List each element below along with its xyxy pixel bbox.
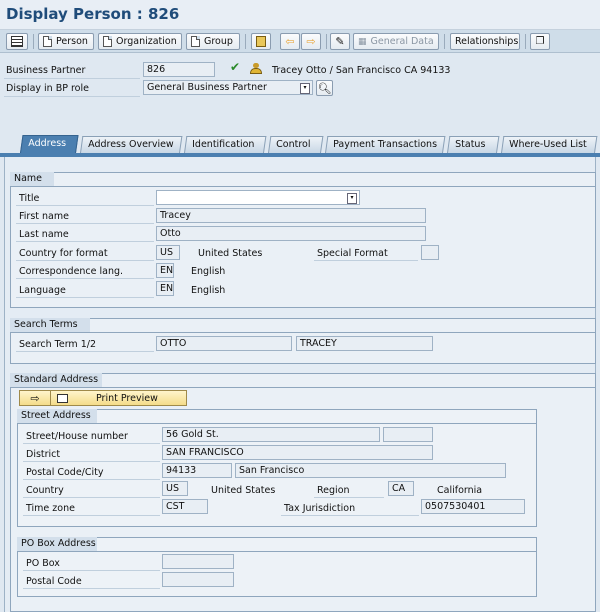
street-field[interactable]: 56 Gold St. bbox=[162, 427, 380, 442]
address-action-button[interactable] bbox=[19, 390, 51, 406]
label-underline bbox=[314, 260, 418, 261]
district-field[interactable]: SAN FRANCISCO bbox=[162, 445, 433, 460]
print-preview-button[interactable] bbox=[50, 390, 187, 406]
toolbar-separator bbox=[245, 34, 246, 49]
correspondence-lang-label: Correspondence lang. bbox=[19, 266, 124, 277]
search-term-2-field[interactable]: TRACEY bbox=[296, 336, 433, 351]
country-format-code-field[interactable]: US bbox=[156, 245, 180, 260]
page-title: Display Person : 826 bbox=[6, 5, 180, 23]
special-format-label: Special Format bbox=[317, 248, 388, 259]
last-name-label: Last name bbox=[19, 229, 69, 240]
city-field[interactable]: San Francisco bbox=[235, 463, 506, 478]
country-label: Country bbox=[26, 485, 64, 496]
business-partner-description: Tracey Otto / San Francisco CA 94133 bbox=[272, 65, 451, 76]
first-name-field[interactable]: Tracey bbox=[156, 208, 426, 223]
language-name: English bbox=[191, 285, 226, 296]
display-change-button[interactable] bbox=[330, 33, 350, 50]
group-button[interactable] bbox=[186, 33, 240, 50]
tab-address[interactable]: Address bbox=[20, 135, 79, 153]
po-box-label: PO Box bbox=[26, 558, 60, 569]
country-format-label: Country for format bbox=[19, 248, 108, 259]
country-code-field[interactable]: US bbox=[162, 481, 188, 496]
arrow-right-icon: ⇨ bbox=[306, 35, 316, 48]
new-session-button[interactable] bbox=[530, 33, 550, 50]
tax-jurisdiction-field[interactable]: 0507530401 bbox=[421, 499, 525, 514]
person-button-label: Person bbox=[56, 36, 88, 47]
name-group-title: Name bbox=[10, 172, 54, 186]
next-button[interactable] bbox=[301, 33, 321, 50]
language-label: Language bbox=[19, 285, 66, 296]
printer-icon bbox=[57, 394, 68, 403]
folder-open-icon bbox=[256, 36, 266, 47]
document-icon bbox=[43, 36, 52, 47]
bp-role-label: Display in BP role bbox=[6, 83, 89, 94]
po-postal-code-field[interactable] bbox=[162, 572, 234, 587]
toolbar-separator bbox=[525, 34, 526, 49]
po-box-field[interactable] bbox=[162, 554, 234, 569]
label-underline bbox=[23, 497, 160, 498]
tab-identification[interactable]: Identification bbox=[184, 136, 266, 153]
document-icon bbox=[103, 36, 112, 47]
bp-role-dropdown[interactable] bbox=[143, 80, 313, 95]
toolbar-separator bbox=[326, 34, 327, 49]
street-address-group-title: Street Address bbox=[17, 409, 97, 423]
correspondence-lang-name: English bbox=[191, 266, 226, 277]
tab-address-overview[interactable]: Address Overview bbox=[80, 136, 182, 153]
toolbar-separator bbox=[33, 34, 34, 49]
general-data-icon: ▦ bbox=[358, 36, 367, 47]
postal-code-field[interactable]: 94133 bbox=[162, 463, 232, 478]
label-underline bbox=[16, 260, 154, 261]
time-zone-label: Time zone bbox=[26, 503, 75, 514]
group-divider bbox=[10, 186, 596, 187]
label-underline bbox=[23, 588, 160, 589]
table-icon bbox=[11, 36, 23, 47]
move-arrow-icon: ⇨ bbox=[30, 391, 40, 405]
tab-payment-transactions[interactable]: Payment Transactions bbox=[325, 136, 445, 153]
tab-control[interactable]: Control bbox=[268, 136, 323, 153]
tax-jurisdiction-label: Tax Jurisdiction bbox=[284, 503, 356, 514]
group-button-label: Group bbox=[204, 36, 233, 47]
label-underline bbox=[23, 479, 160, 480]
toolbar-separator bbox=[444, 34, 445, 49]
group-divider bbox=[10, 387, 596, 388]
po-postal-code-label: Postal Code bbox=[26, 576, 82, 587]
document-icon bbox=[191, 36, 200, 47]
label-underline bbox=[23, 443, 160, 444]
open-folder-button[interactable] bbox=[251, 33, 271, 50]
district-label: District bbox=[26, 449, 61, 460]
switch-view-button[interactable] bbox=[6, 33, 28, 50]
print-preview-label: Print Preview bbox=[96, 392, 158, 404]
first-name-label: First name bbox=[19, 211, 69, 222]
street-label: Street/House number bbox=[26, 431, 128, 442]
label-underline bbox=[4, 96, 140, 97]
relationships-button-label: Relationships bbox=[455, 36, 519, 47]
dropdown-icon: ▾ bbox=[347, 193, 357, 204]
group-divider bbox=[17, 423, 537, 424]
country-format-name: United States bbox=[198, 248, 263, 259]
search-terms-group-title: Search Terms bbox=[10, 318, 90, 332]
bp-role-value: General Business Partner bbox=[147, 82, 267, 93]
person-button[interactable] bbox=[38, 33, 94, 50]
time-zone-field[interactable]: CST bbox=[162, 499, 208, 514]
search-term-label: Search Term 1/2 bbox=[19, 339, 96, 350]
tab-status[interactable]: Status bbox=[447, 136, 499, 153]
organization-button-label: Organization bbox=[116, 36, 177, 47]
previous-button[interactable] bbox=[280, 33, 300, 50]
search-term-1-field[interactable]: OTTO bbox=[156, 336, 292, 351]
business-partner-label: Business Partner bbox=[6, 65, 86, 76]
correspondence-lang-code-field[interactable]: EN bbox=[156, 263, 174, 278]
label-underline bbox=[16, 241, 154, 242]
group-divider bbox=[10, 332, 596, 333]
general-data-button[interactable] bbox=[353, 33, 439, 50]
person-icon bbox=[250, 63, 262, 74]
label-underline bbox=[4, 78, 140, 79]
business-partner-field[interactable]: 826 bbox=[143, 62, 215, 77]
postal-city-label: Postal Code/City bbox=[26, 467, 104, 478]
group-divider bbox=[17, 551, 537, 552]
label-underline bbox=[16, 351, 154, 352]
label-underline bbox=[281, 515, 419, 516]
arrow-left-icon: ⇦ bbox=[285, 35, 295, 48]
title-dropdown[interactable] bbox=[156, 190, 360, 205]
organization-button[interactable] bbox=[98, 33, 182, 50]
last-name-field[interactable]: Otto bbox=[156, 226, 426, 241]
region-label: Region bbox=[317, 485, 350, 496]
region-name: California bbox=[437, 485, 483, 496]
label-underline bbox=[16, 278, 154, 279]
dropdown-icon: ▾ bbox=[300, 83, 310, 94]
label-underline bbox=[23, 570, 160, 571]
standard-address-group-title: Standard Address bbox=[10, 373, 102, 387]
house-number-field[interactable] bbox=[383, 427, 433, 442]
search-icon: 🔍︎ bbox=[317, 81, 332, 95]
po-box-address-group-title: PO Box Address bbox=[17, 537, 97, 551]
general-data-button-label: General Data bbox=[370, 36, 434, 47]
special-format-checkbox[interactable] bbox=[421, 245, 439, 260]
label-underline bbox=[16, 223, 154, 224]
relationships-button[interactable] bbox=[450, 33, 520, 50]
pencil-glasses-icon: ✎ bbox=[335, 35, 345, 48]
check-icon: ✔ bbox=[230, 60, 241, 74]
search-button[interactable] bbox=[316, 80, 333, 96]
title-label: Title bbox=[19, 193, 40, 204]
label-underline bbox=[23, 515, 160, 516]
country-name: United States bbox=[211, 485, 276, 496]
tab-where-used-list[interactable]: Where-Used List bbox=[501, 136, 597, 153]
label-underline bbox=[16, 297, 154, 298]
label-underline bbox=[16, 205, 154, 206]
label-underline bbox=[23, 461, 160, 462]
label-underline bbox=[314, 497, 384, 498]
language-code-field[interactable]: EN bbox=[156, 281, 174, 296]
windows-icon: ❐ bbox=[535, 36, 545, 47]
region-code-field[interactable]: CA bbox=[388, 481, 414, 496]
